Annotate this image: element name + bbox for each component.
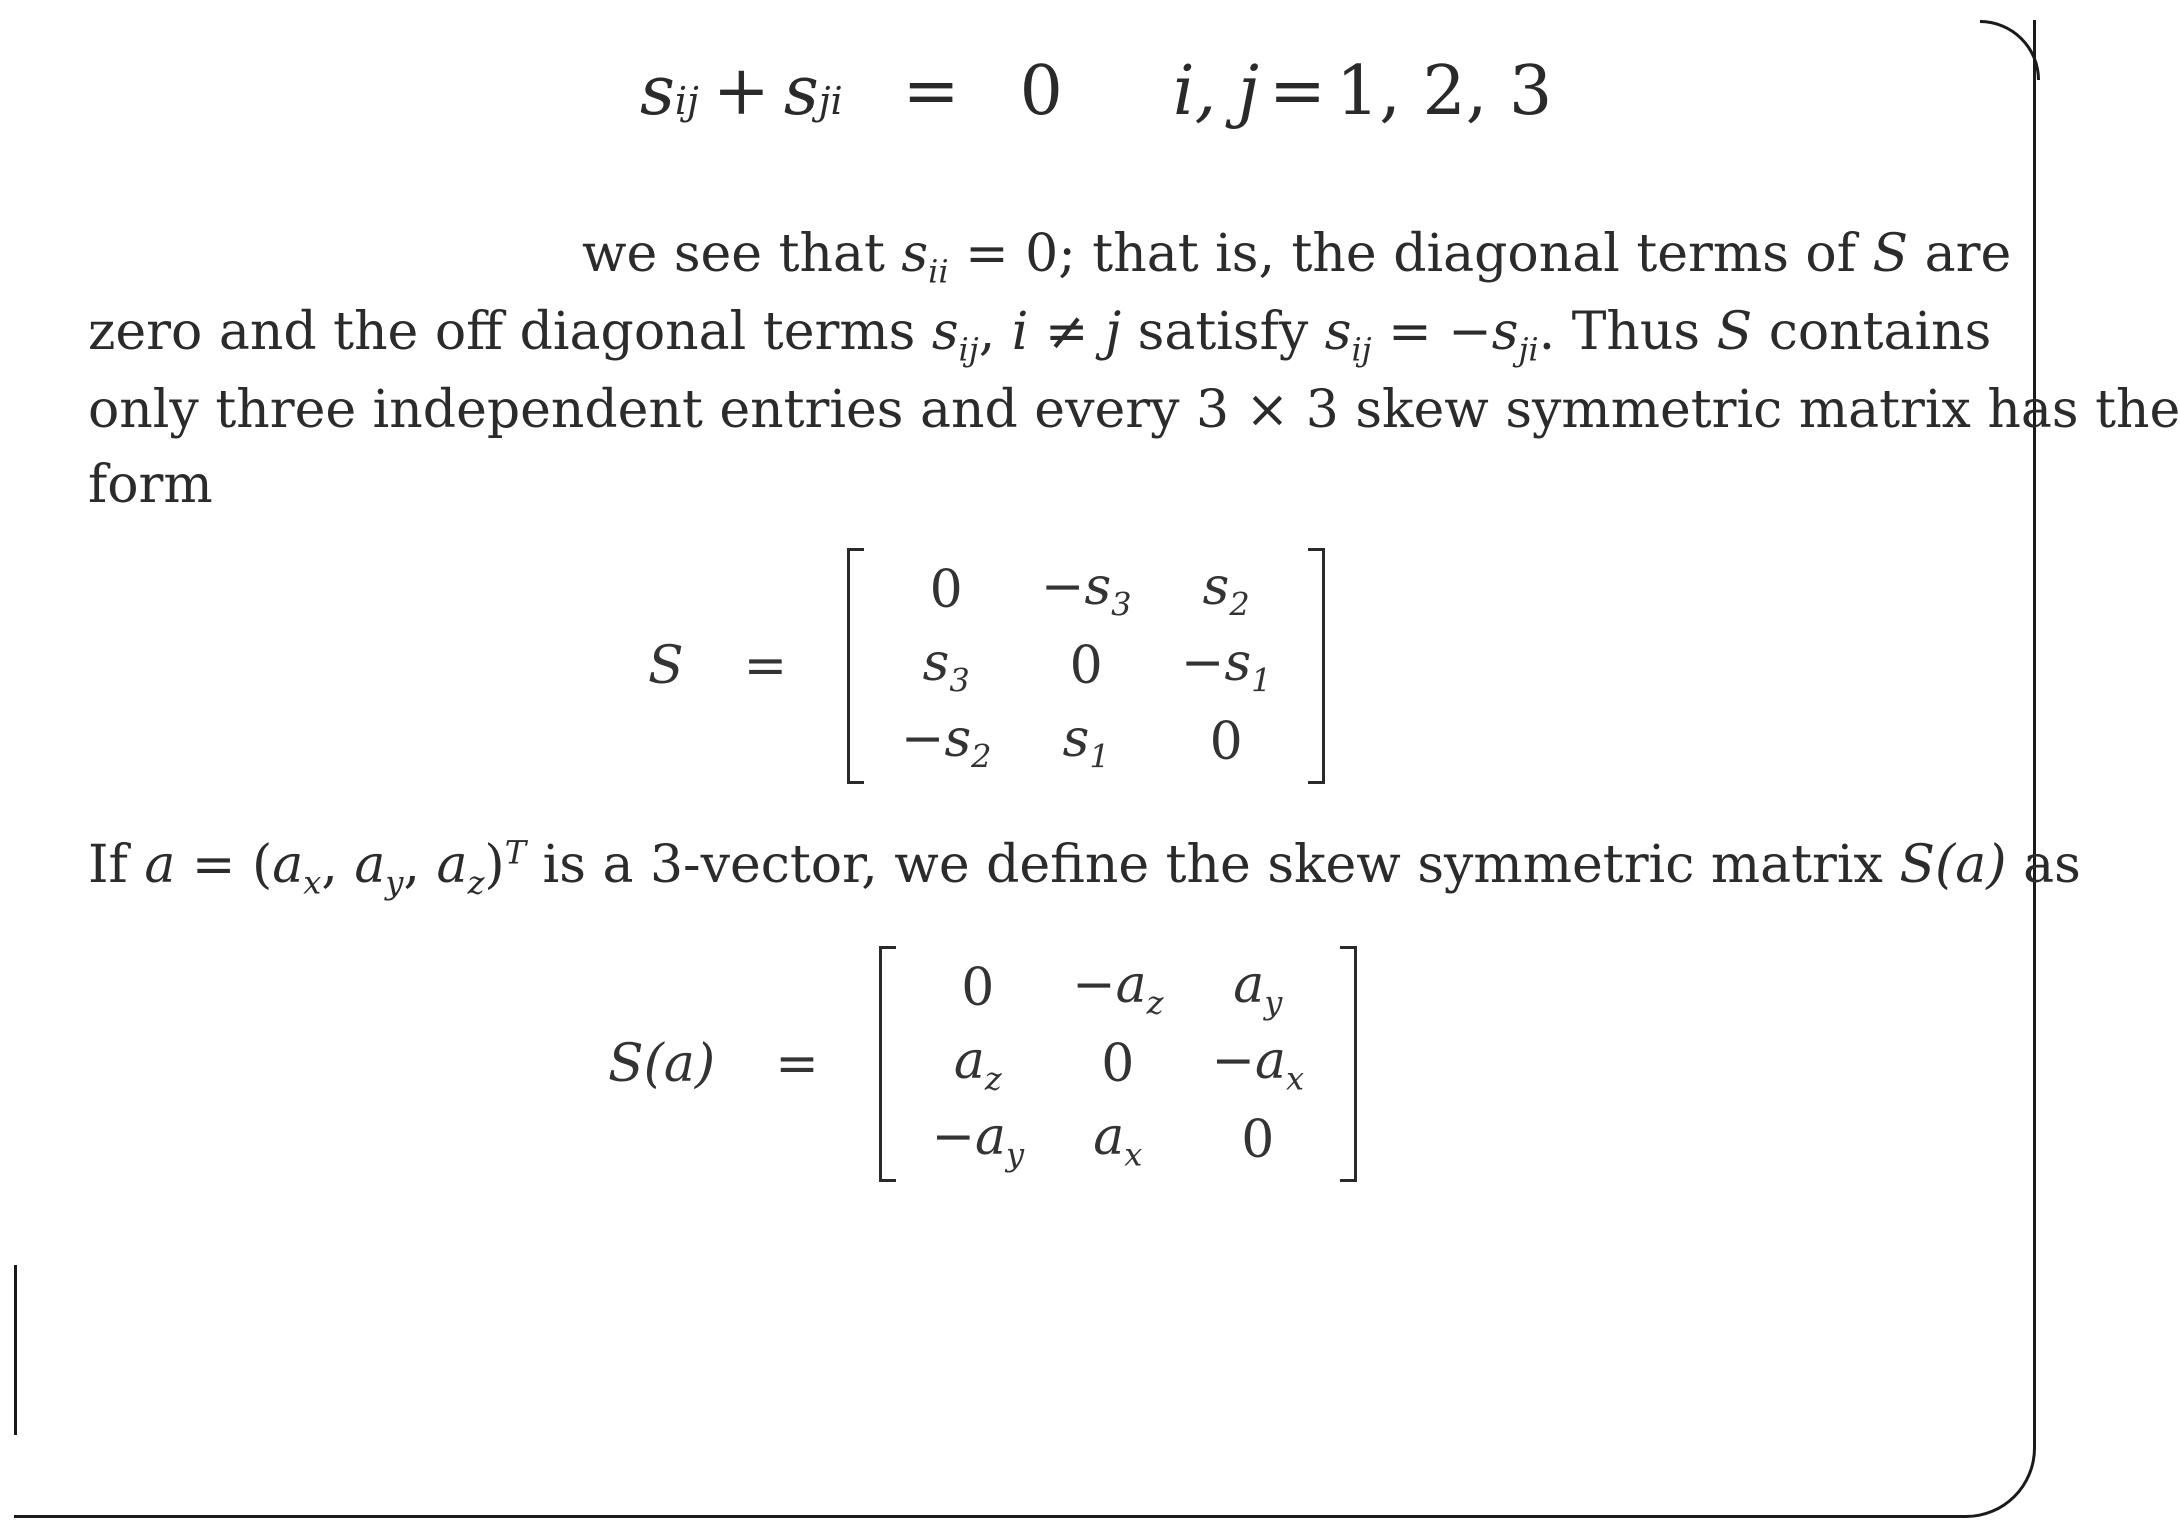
matrix-cell bbox=[1210, 712, 1243, 772]
paragraph-line bbox=[88, 293, 1991, 371]
eq-sub: ij bbox=[674, 79, 699, 123]
matrix-cell bbox=[1211, 1031, 1304, 1097]
math-sub: x bbox=[303, 863, 322, 902]
math-var: S bbox=[1716, 302, 1753, 362]
text-run: satisfy bbox=[1121, 302, 1325, 362]
matrix-cell-value: s bbox=[1202, 556, 1230, 617]
text-run: = 0; that is, the diagonal terms of bbox=[948, 224, 1873, 284]
math-var: a bbox=[436, 835, 468, 895]
text-run: , bbox=[403, 835, 437, 895]
math-sub: z bbox=[467, 863, 485, 902]
matrix-cell-sub: 2 bbox=[1229, 585, 1250, 624]
matrix-cell-value: −a bbox=[1211, 1030, 1287, 1091]
slide-frame-corner-top-right bbox=[1980, 20, 2040, 80]
matrix-cell-value: 0 bbox=[1241, 1110, 1275, 1170]
text-run: are bbox=[1908, 224, 2012, 284]
math-var: i ≠ j bbox=[1011, 302, 1122, 362]
text-run: ) bbox=[484, 835, 505, 895]
matrix-cell bbox=[1041, 557, 1132, 623]
matrix-cell bbox=[901, 709, 992, 775]
eq-equals: = bbox=[902, 52, 960, 131]
matrix-cell bbox=[1241, 1110, 1274, 1170]
matrix-brackets bbox=[879, 946, 1357, 1182]
matrix-brackets bbox=[847, 548, 1325, 784]
matrix-cell bbox=[930, 560, 963, 620]
math-var: S bbox=[1872, 224, 1909, 284]
matrix-cell-sub: z bbox=[984, 1059, 1002, 1098]
text-run: , bbox=[321, 835, 355, 895]
math-sub: y bbox=[385, 863, 404, 902]
matrix-cell-value: 0 bbox=[1101, 1034, 1135, 1094]
paragraph-line: form bbox=[88, 455, 213, 515]
paragraph-line bbox=[88, 826, 2081, 904]
matrix-equation-S bbox=[648, 548, 1325, 784]
text-run: = ( bbox=[175, 835, 273, 895]
matrix-cell-value: −s bbox=[900, 708, 972, 769]
matrix-cell bbox=[954, 1031, 1002, 1097]
matrix-cell-sub: 1 bbox=[1089, 737, 1110, 776]
math-var: s bbox=[1324, 302, 1352, 362]
eq-index-var: i, j bbox=[1172, 52, 1259, 131]
matrix-cell bbox=[1181, 633, 1272, 699]
text-run: . Thus bbox=[1538, 302, 1717, 362]
paragraph-line: only three independent entries and every 3 × 3 skew symmetric matrix has the bbox=[88, 380, 2180, 440]
eq-rhs: 0 bbox=[1019, 52, 1063, 131]
math-sub: ij bbox=[1351, 330, 1372, 369]
matrix-lhs: S(a) bbox=[608, 1034, 716, 1094]
text-run: as bbox=[2006, 835, 2081, 895]
matrix-cell-value: a bbox=[1233, 954, 1265, 1015]
matrix-cell-value: a bbox=[1093, 1106, 1125, 1167]
matrix-cell-sub: y bbox=[1264, 983, 1283, 1022]
matrix-cell-sub: 3 bbox=[1111, 585, 1132, 624]
math-var: a bbox=[354, 835, 386, 895]
text-run: zero and the off diagonal terms bbox=[88, 302, 932, 362]
matrix-cell-value: s bbox=[1062, 708, 1090, 769]
eq-var: s bbox=[640, 52, 675, 131]
equation-skew-condition bbox=[640, 52, 1552, 131]
math-sub: ij bbox=[958, 330, 979, 369]
matrix-cell-sub: x bbox=[1286, 1059, 1305, 1098]
matrix-cell bbox=[1063, 709, 1110, 775]
matrix-cell bbox=[923, 633, 970, 699]
matrix-cell-sub: 3 bbox=[949, 661, 970, 700]
math-var: s bbox=[931, 302, 959, 362]
matrix-grid bbox=[864, 548, 1308, 784]
matrix-cell-value: −a bbox=[1072, 954, 1147, 1015]
matrix-cell-value: 0 bbox=[1209, 712, 1243, 772]
right-bracket bbox=[1340, 946, 1357, 1182]
matrix-cell bbox=[1101, 1034, 1134, 1094]
matrix-cell-value: s bbox=[922, 632, 950, 693]
math-var: S(a) bbox=[1899, 835, 2007, 895]
matrix-cell-value: 0 bbox=[1069, 636, 1103, 696]
matrix-cell bbox=[1093, 1107, 1142, 1173]
matrix-cell-sub: 2 bbox=[971, 737, 992, 776]
matrix-equals: = bbox=[775, 1034, 819, 1094]
eq-index-values: 1, 2, 3 bbox=[1335, 52, 1553, 131]
matrix-cell-value: a bbox=[953, 1030, 985, 1091]
matrix-cell bbox=[961, 958, 994, 1018]
eq-var: s bbox=[783, 52, 819, 131]
slide-frame-left-edge bbox=[14, 1265, 17, 1435]
matrix-cell bbox=[931, 1107, 1024, 1173]
matrix-cell bbox=[1070, 636, 1103, 696]
text-run: is a 3-vector, we define the skew symmetric matrix bbox=[526, 835, 1900, 895]
math-var: a bbox=[144, 835, 176, 895]
matrix-equation-Sa bbox=[608, 946, 1357, 1182]
eq-sub: ji bbox=[818, 79, 843, 123]
left-bracket bbox=[879, 946, 896, 1182]
matrix-cell-sub: z bbox=[1146, 983, 1164, 1022]
text-run: = − bbox=[1371, 302, 1492, 362]
matrix-cell-sub: x bbox=[1124, 1135, 1143, 1174]
matrix-cell-sub: y bbox=[1006, 1135, 1025, 1174]
eq-plus: + bbox=[712, 52, 770, 131]
matrix-lhs: S bbox=[648, 636, 684, 696]
math-var: a bbox=[272, 835, 304, 895]
matrix-cell-value: 0 bbox=[961, 958, 995, 1018]
matrix-cell-value: 0 bbox=[929, 560, 963, 620]
math-var: s bbox=[1491, 302, 1519, 362]
left-bracket bbox=[847, 548, 864, 784]
math-sub: ji bbox=[1518, 330, 1539, 369]
paragraph-line bbox=[582, 215, 2011, 293]
matrix-cell-value: −s bbox=[1180, 632, 1252, 693]
eq-index-equals: = bbox=[1268, 52, 1326, 131]
text-run: If bbox=[88, 835, 145, 895]
matrix-cell bbox=[1203, 557, 1250, 623]
math-var: s bbox=[901, 224, 929, 284]
text-run: , bbox=[978, 302, 1012, 362]
matrix-cell-sub: 1 bbox=[1251, 661, 1272, 700]
matrix-cell-value: −a bbox=[931, 1106, 1007, 1167]
matrix-grid bbox=[896, 946, 1340, 1182]
math-sub: ii bbox=[928, 252, 949, 291]
matrix-cell bbox=[1072, 955, 1163, 1021]
matrix-cell-value: −s bbox=[1040, 556, 1112, 617]
text-run: we see that bbox=[582, 224, 902, 284]
right-bracket bbox=[1308, 548, 1325, 784]
text-run: contains bbox=[1752, 302, 1992, 362]
matrix-cell bbox=[1233, 955, 1282, 1021]
matrix-equals: = bbox=[743, 636, 788, 696]
math-sup: T bbox=[504, 833, 527, 872]
